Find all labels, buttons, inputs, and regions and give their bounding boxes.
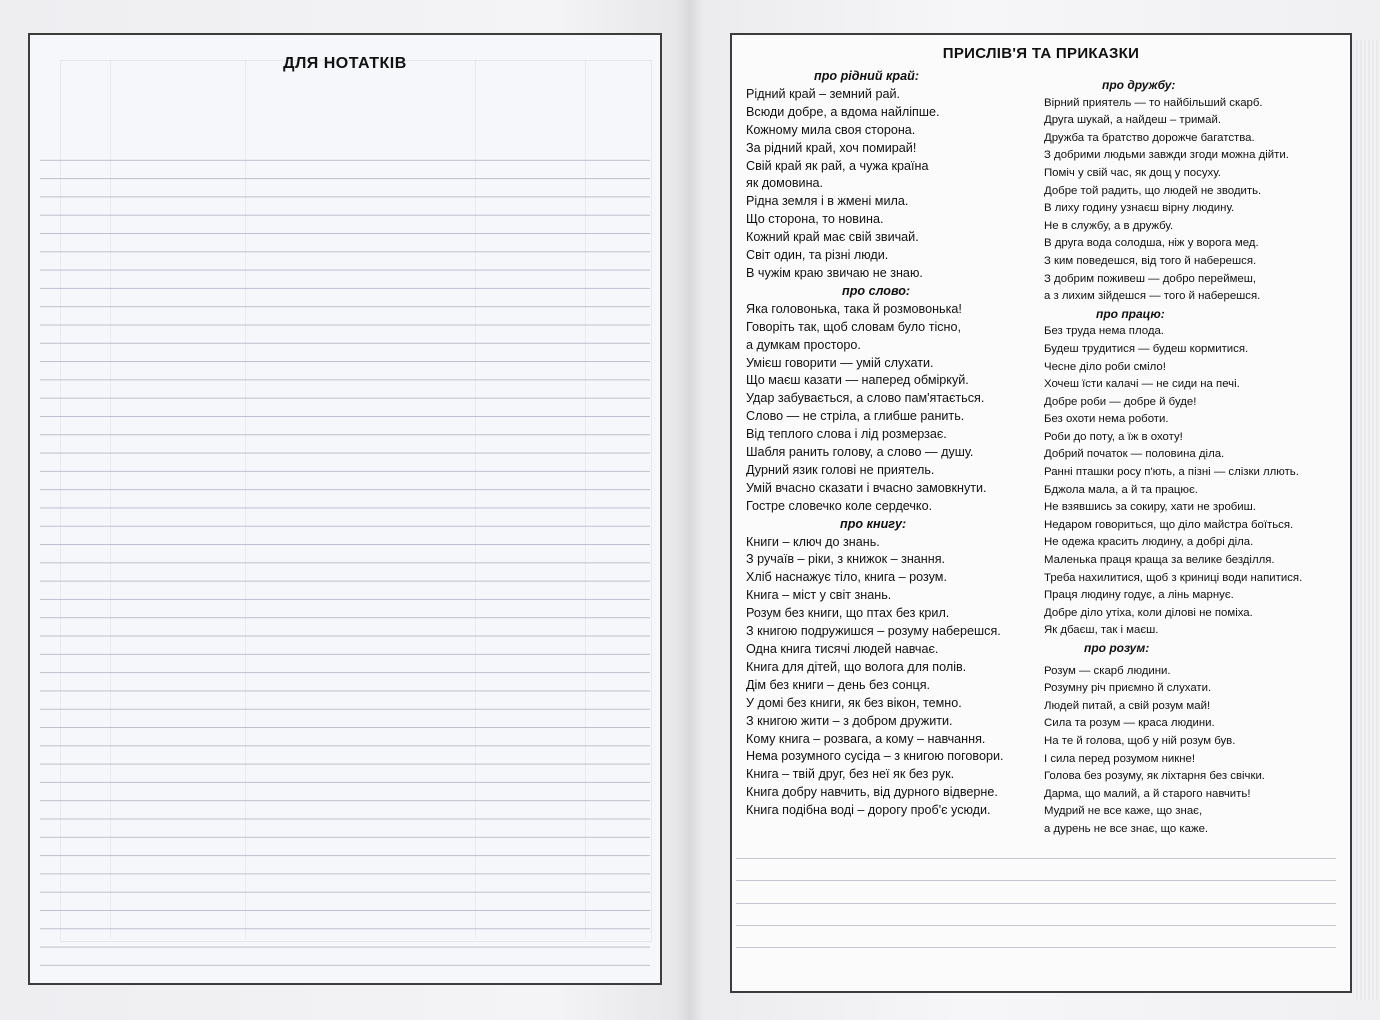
section-heading-word: про слово: (842, 283, 911, 298)
proverb-line: Хочеш їсти калачі — не сиди на печі. (1044, 378, 1240, 391)
proverb-line: Дарма, що малий, а й старого навчить! (1044, 787, 1251, 800)
ruled-writing-area[interactable] (40, 143, 650, 985)
proverb-line: Умій вчасно сказати і вчасно замовкнути. (746, 480, 987, 495)
proverb-line: Нема розумного сусіда – з книгою поговори. (746, 749, 1004, 764)
proverbs-page-title: ПРИСЛІВ'Я ТА ПРИКАЗКИ (942, 45, 1140, 62)
proverb-line: Маленька праця краща за велике безділля. (1044, 554, 1275, 567)
proverb-line: З ручаїв – ріки, з книжок – знання. (746, 552, 946, 567)
proverb-line: Розум без книги, що птах без крил. (746, 606, 950, 621)
proverb-line: Дурний язик голові не приятель. (746, 462, 935, 477)
proverb-line: Що маєш казати — наперед обміркуй. (746, 373, 969, 388)
proverb-line: Друга шукай, а найдеш – тримай. (1044, 114, 1221, 127)
proverb-line: І сила перед розумом никне! (1044, 752, 1196, 765)
proverb-line: Книга добру навчить, від дурного відверне. (746, 785, 998, 800)
proverb-line: Вірний приятель — то найбільший скарб. (1044, 96, 1263, 109)
proverb-line: Рідний край – земний рай. (746, 86, 900, 101)
proverb-line: Будеш трудитися — будеш кормитися. (1044, 342, 1249, 355)
proverb-line: У домі без книги, як без вікон, темно. (746, 695, 962, 710)
section-heading-book: про книгу: (840, 516, 907, 531)
section-heading-work: про працю: (1096, 306, 1165, 321)
proverb-line: Роби до поту, а їж в охоту! (1044, 430, 1183, 443)
proverb-line: Говоріть так, щоб словам було тісно, (746, 319, 962, 334)
proverb-line: В чужім краю звичаю не знаю. (746, 265, 923, 280)
proverb-line: Без охоти нема роботи. (1044, 413, 1169, 426)
proverb-line: Книга – твій друг, без неї як без рук. (746, 767, 955, 782)
proverb-line: Що сторона, то новина. (746, 212, 884, 227)
proverb-line: як домовина. (746, 176, 824, 191)
proverb-line: З ким поведешся, від того й наберешся. (1044, 254, 1257, 267)
proverb-line: Від теплого слова і лід розмерзає. (746, 427, 947, 442)
proverb-line: а дурень не все знає, що каже. (1044, 822, 1209, 835)
proverb-line: Без труда нема плода. (1044, 325, 1164, 338)
proverb-line: Розум — скарб людини. (1044, 664, 1171, 677)
proverb-line: Всюди добре, а вдома найліпше. (746, 104, 940, 119)
page-edge-stack (1356, 40, 1380, 1000)
proverb-line: Світ один, та різні люди. (746, 248, 889, 263)
proverb-line: а з лихим зійдешся — того й наберешся. (1044, 290, 1261, 303)
proverb-line: За рідний край, хоч помирай! (746, 140, 917, 155)
proverb-line: Мудрий не все каже, що знає, (1044, 805, 1203, 818)
proverb-line: Кожний край має свій звичай. (746, 230, 919, 245)
proverb-line: Добрий початок — половина діла. (1044, 448, 1225, 461)
proverb-line: Праця людину годує, а лінь марнує. (1044, 589, 1234, 602)
proverb-line: Гостре словечко коле сердечко. (746, 498, 933, 513)
proverb-line: Яка головонька, така й розмовонька! (746, 301, 962, 316)
notes-page (28, 33, 662, 985)
proverb-line: Кому книга – розвага, а кому – навчання. (746, 731, 986, 746)
proverb-line: З добрим поживеш — добро переймеш, (1044, 272, 1257, 285)
ruled-line (736, 903, 1336, 904)
proverb-line: Рідна земля і в жмені мила. (746, 194, 909, 209)
proverb-line: На те й голова, щоб у ній розум був. (1044, 734, 1236, 747)
proverb-line: Як дбаєш, так і маєш. (1044, 624, 1159, 637)
proverb-line: Дружба та братство дорожче багатства. (1044, 131, 1255, 144)
proverb-line: Розумну річ приємно й слухати. (1044, 682, 1212, 695)
ruled-line (736, 880, 1336, 881)
proverb-line: Хліб наснажує тіло, книга – розум. (746, 570, 947, 585)
proverb-line: Шабля ранить голову, а слово — душу. (746, 445, 974, 460)
proverb-line: В друга вода солодша, ніж у ворога мед. (1044, 237, 1259, 250)
proverb-line: а думкам просторо. (746, 337, 861, 352)
section-heading-mind: про розум: (1084, 641, 1150, 655)
proverb-line: Не одежа красить людину, а добрі діла. (1044, 536, 1254, 549)
proverb-line: Ранні пташки росу п'ють, а пізні — слізки ллють. (1044, 466, 1299, 479)
proverb-line: Свій край як рай, а чужа країна (746, 158, 929, 173)
proverb-line: Одна книга тисячі людей навчає. (746, 642, 939, 656)
proverbs-page (730, 33, 1352, 993)
proverb-line: Книги – ключ до знань. (746, 534, 880, 549)
proverb-line: Треба нахилитися, щоб з криниці води напитися. (1044, 571, 1303, 584)
proverb-line: З добрими людьми завжди згоди можна дійти. (1044, 149, 1289, 162)
ruled-line (736, 925, 1336, 926)
proverb-line: Кожному мила своя сторона. (746, 122, 916, 137)
section-heading-friendship: про дружбу: (1102, 78, 1176, 92)
proverb-line: Поміч у свій час, як дощ у посуху. (1044, 166, 1221, 179)
proverb-line: З книгою жити – з добром дружити. (746, 713, 953, 728)
proverb-line: Людей питай, а свій розум май! (1044, 699, 1211, 712)
proverb-line: Голова без розуму, як ліхтарня без свічки. (1044, 770, 1265, 783)
proverbs-right-column (1044, 77, 1344, 839)
proverb-line: Добре діло утіха, коли ділові не поміха. (1044, 606, 1253, 619)
ruled-line (736, 858, 1336, 859)
proverb-line: Недаром говориться, що діло майстра боїться. (1044, 518, 1294, 531)
section-heading-native-land: про рідний край: (814, 69, 920, 83)
proverb-line: В лиху годину узнаєш вірну людину. (1044, 202, 1235, 215)
proverb-line: Книга подібна воді – дорогу проб'є усюди. (746, 803, 991, 818)
proverb-line: Не в службу, а в дружбу. (1044, 219, 1174, 232)
ruled-line (736, 947, 1336, 948)
proverb-line: З книгою подружишся – розуму наберешся. (746, 624, 1001, 639)
proverb-line: Удар забувається, а слово пам'ятається. (746, 391, 985, 406)
proverb-line: Добре роби — добре й буде! (1044, 395, 1197, 408)
proverb-line: Дім без книги – день без сонця. (746, 677, 931, 692)
proverb-line: Книга для дітей, що волога для полів. (746, 659, 967, 674)
proverb-line: Бджола мала, а й та працює. (1044, 483, 1198, 496)
proverb-line: Сила та розум — краса людини. (1044, 717, 1215, 730)
proverb-line: Не взявшись за сокиру, хати не зробиш. (1044, 501, 1256, 514)
proverbs-left-column (746, 68, 1046, 820)
proverb-line: Чесне діло роби сміло! (1044, 360, 1166, 373)
proverb-line: Книга – міст у світ знань. (746, 588, 892, 603)
proverb-line: Добре той радить, що людей не зводить. (1044, 184, 1262, 197)
bottom-ruled-lines[interactable] (736, 848, 1336, 978)
proverb-line: Слово — не стріла, а глибше ранить. (746, 409, 965, 424)
proverb-line: Умієш говорити — умій слухати. (746, 355, 934, 370)
notes-page-title: ДЛЯ НОТАТКІВ (283, 55, 407, 72)
